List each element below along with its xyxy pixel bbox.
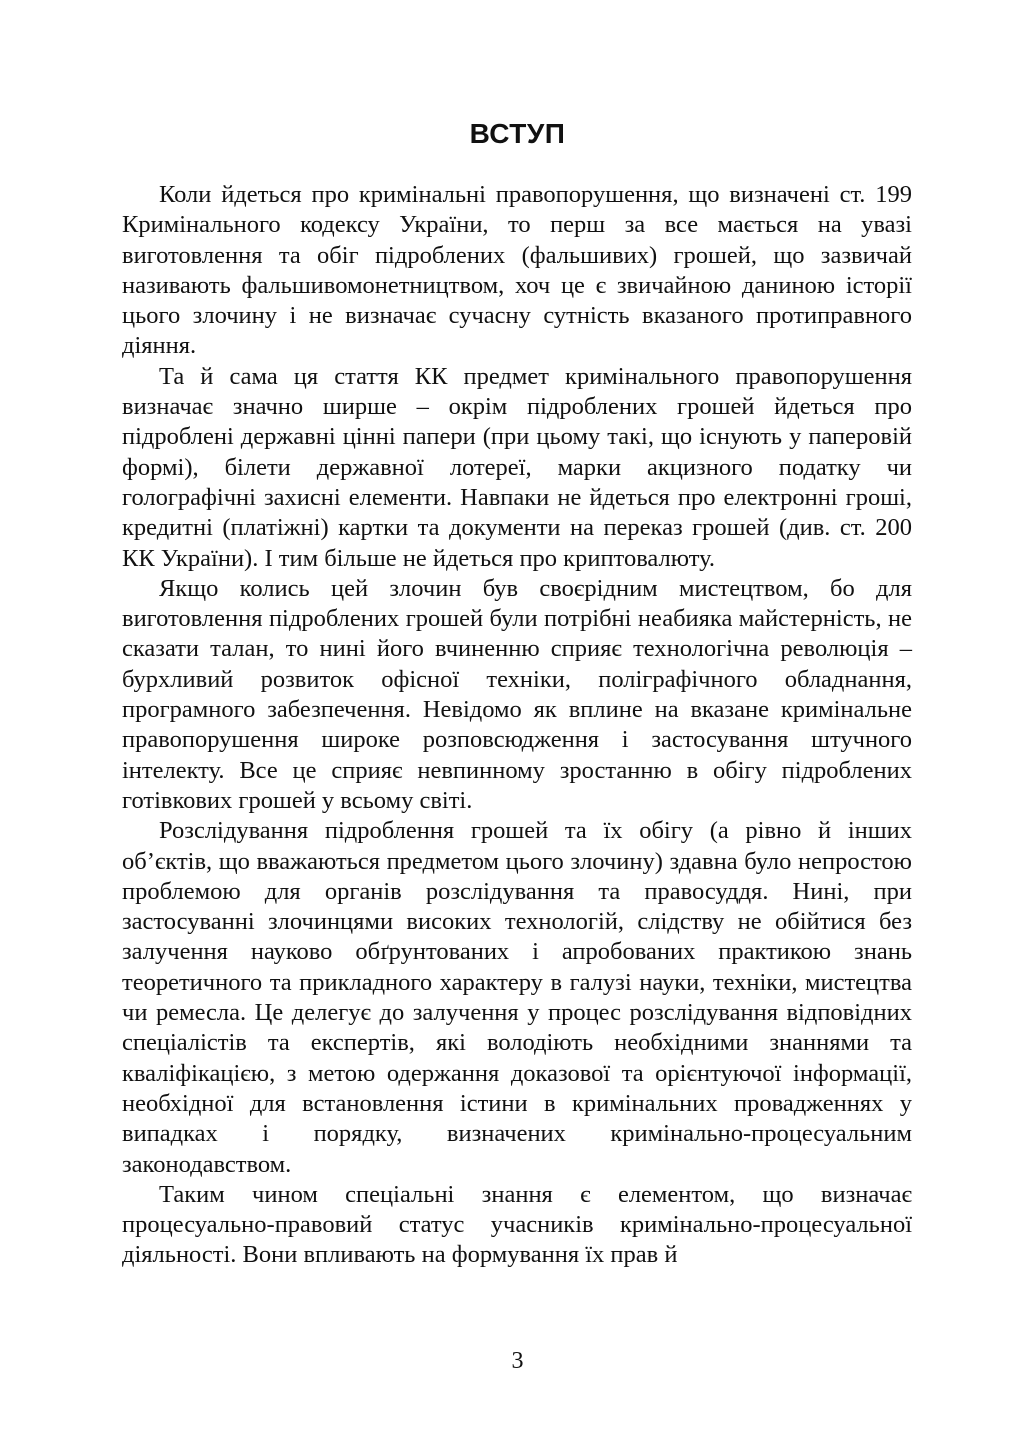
paragraph: Розслідування підроблення грошей та їх обігу (а рівно й інших об’єктів, що вважаються предметом цього злочину) здавна було непростою проблемою для органів розслідування та правосуддя. Нині, при застосуванні злочинцями високих технологій, слідству не обійтися без залучення науково обґрунтованих і апробованих практикою знань теоретичного та прикладного характеру в галузі науки, техніки, мистецтва чи ремесла. Це делегує до залучення у процес розслідування відповідних спеціалістів та експертів, які володіють необхідними знаннями та кваліфікацією, з метою одержання доказової та орієнтуючої інформації, необхідної для встановлення істини в кримінальних провадженнях у випадках і порядку, визначених кримінально-процесуальним законодавством. (122, 817, 912, 1178)
body-text (122, 180, 912, 1271)
paragraph: Коли йдеться про кримінальні правопорушення, що визначені ст. 199 Кримінального кодексу України, то перш за все мається на увазі виготовлення та обіг підроблених (фальшивих) грошей, що зазвичай називають фальшивомонетництвом, хоч це є звичайною даниною історії цього злочину і не визначає сучасну сутність вказаного протиправного діяння. (122, 181, 912, 360)
paragraph: Якщо колись цей злочин був своєрідним мистецтвом, бо для виготовлення підроблених грошей були потрібні неабияка майстерність, не сказати талан, то нині його вчиненню сприяє технологічна революція – бурхливий розвиток офісної техніки, поліграфічного обладнання, програмного забезпечення. Невідомо як вплине на вказане кримінальне правопорушення широке розповсюдження і застосування штучного інтелекту. Все це сприяє невпинному зростанню в обігу підроблених готівкових грошей у всьому світі. (122, 574, 912, 814)
page-number: 3 (511, 1348, 524, 1374)
page-title: ВСТУП (469, 118, 566, 149)
paragraph: Таким чином спеціальні знання є елементом, що визначає процесуально-правовий статус учасників кримінально-процесуальної діяльності. Вони впливають на формування їх прав й (122, 1180, 912, 1269)
paragraph: Та й сама ця стаття КК предмет кримінального правопорушення визначає значно ширше – окрім підроблених грошей йдеться про підроблені державні цінні папери (при цьому такі, що існують у паперовій формі), білети державної лотереї, марки акцизного податку чи голографічні захисні елементи. Навпаки не йдеться про електронні гроші, кредитні (платіжні) картки та документи на переказ грошей (див. ст. 200 КК України). І тим більше не йдеться про криптовалюту. (122, 362, 912, 572)
